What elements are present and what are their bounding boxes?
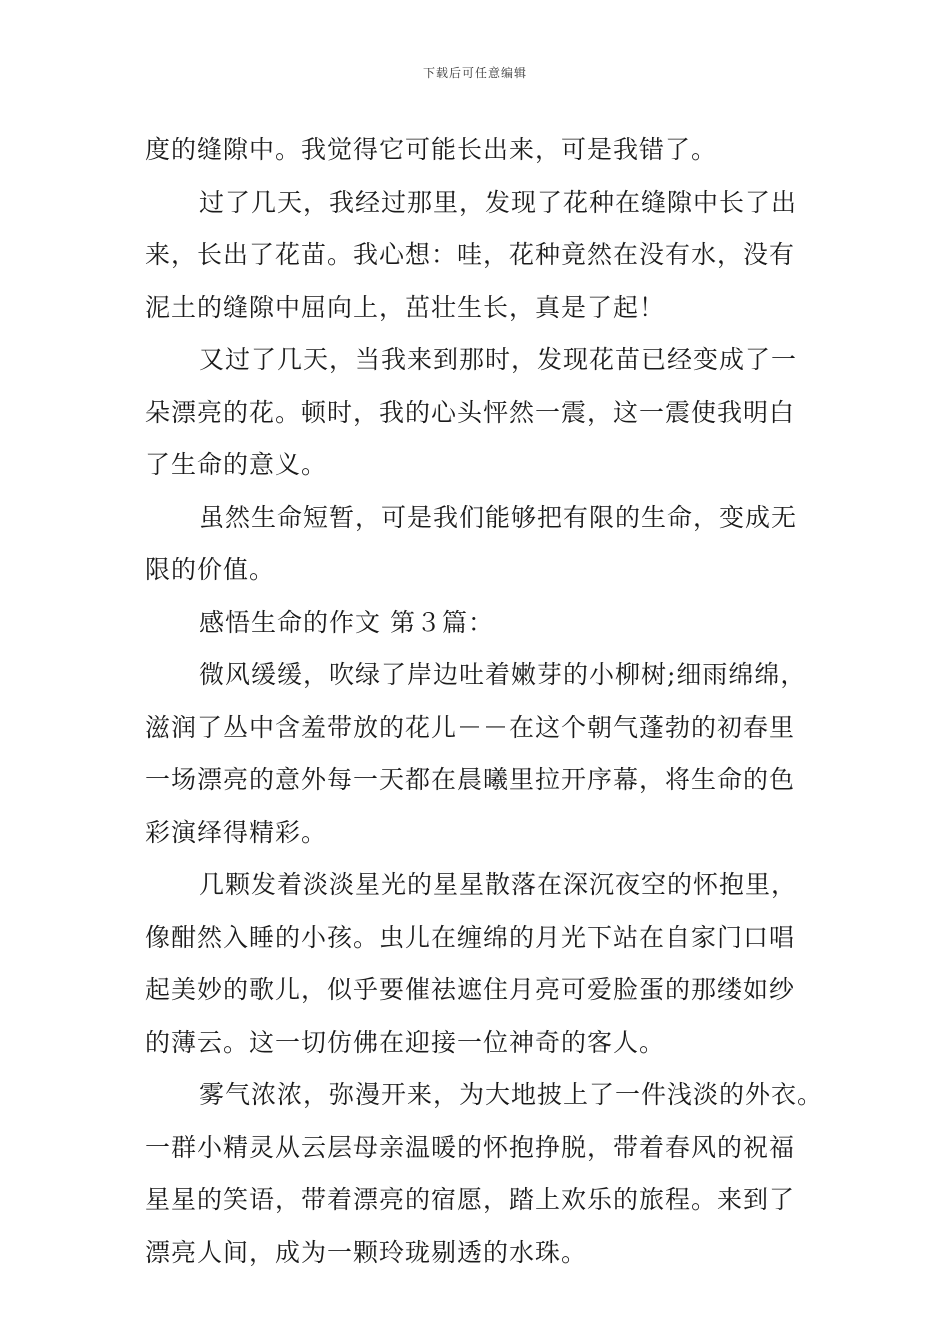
page-header: 下载后可任意编辑	[422, 66, 527, 80]
text-line: 限的价值。	[145, 555, 276, 584]
text-line: 度的缝隙中。我觉得它可能长出来，可是我错了。	[145, 135, 718, 164]
text-line: 一群小精灵从云层母亲温暖的怀抱挣脱，带着春风的祝福	[145, 1132, 796, 1162]
text-line: 朵漂亮的花。顿时，我的心头怦然一震，这一震使我明白	[145, 397, 796, 427]
text-line: 来，长出了花苗。我心想：哇，花种竟然在没有水，没有	[145, 240, 796, 269]
text-line: 彩演绎得精彩。	[145, 817, 328, 847]
text-line: 泥土的缝隙中屈向上，茁壮生长，真是了起！	[145, 292, 666, 322]
text-line: 滋润了丛中含羞带放的花儿－－在这个朝气蓬勃的初春里	[145, 712, 796, 742]
text-line: 感悟生命的作文 第３篇：	[199, 607, 494, 637]
text-line: 过了几天，我经过那里，发现了花种在缝隙中长了出	[199, 187, 798, 217]
text-line: 像酣然入睡的小孩。虫儿在缠绵的月光下站在自家门口唱	[145, 922, 796, 952]
text-line: 雾气浓浓，弥漫开来，为大地披上了一件浅淡的外衣。	[199, 1080, 824, 1109]
text-line: 虽然生命短暂，可是我们能够把有限的生命，变成无	[199, 502, 798, 532]
text-line: 了生命的意义。	[145, 450, 328, 479]
text-line: 起美妙的歌儿，似乎要催祛遮住月亮可爱脸蛋的那缕如纱	[145, 975, 796, 1004]
text-line: 又过了几天，当我来到那时，发现花苗已经变成了一	[199, 345, 798, 374]
document-body	[145, 124, 835, 1279]
text-line: 的薄云。这一切仿佛在迎接一位神奇的客人。	[145, 1027, 666, 1057]
text-line: 一场漂亮的意外每一天都在晨曦里拉开序幕，将生命的色	[145, 765, 796, 794]
text-line: 微风缓缓，吹绿了岸边吐着嫩芽的小柳树;细雨绵绵，	[199, 660, 807, 689]
text-line: 漂亮人间，成为一颗玲珑剔透的水珠。	[145, 1237, 588, 1267]
text-line: 几颗发着淡淡星光的星星散落在深沉夜空的怀抱里，	[199, 870, 798, 899]
text-line: 星星的笑语，带着漂亮的宿愿，踏上欢乐的旅程。来到了	[145, 1185, 796, 1214]
